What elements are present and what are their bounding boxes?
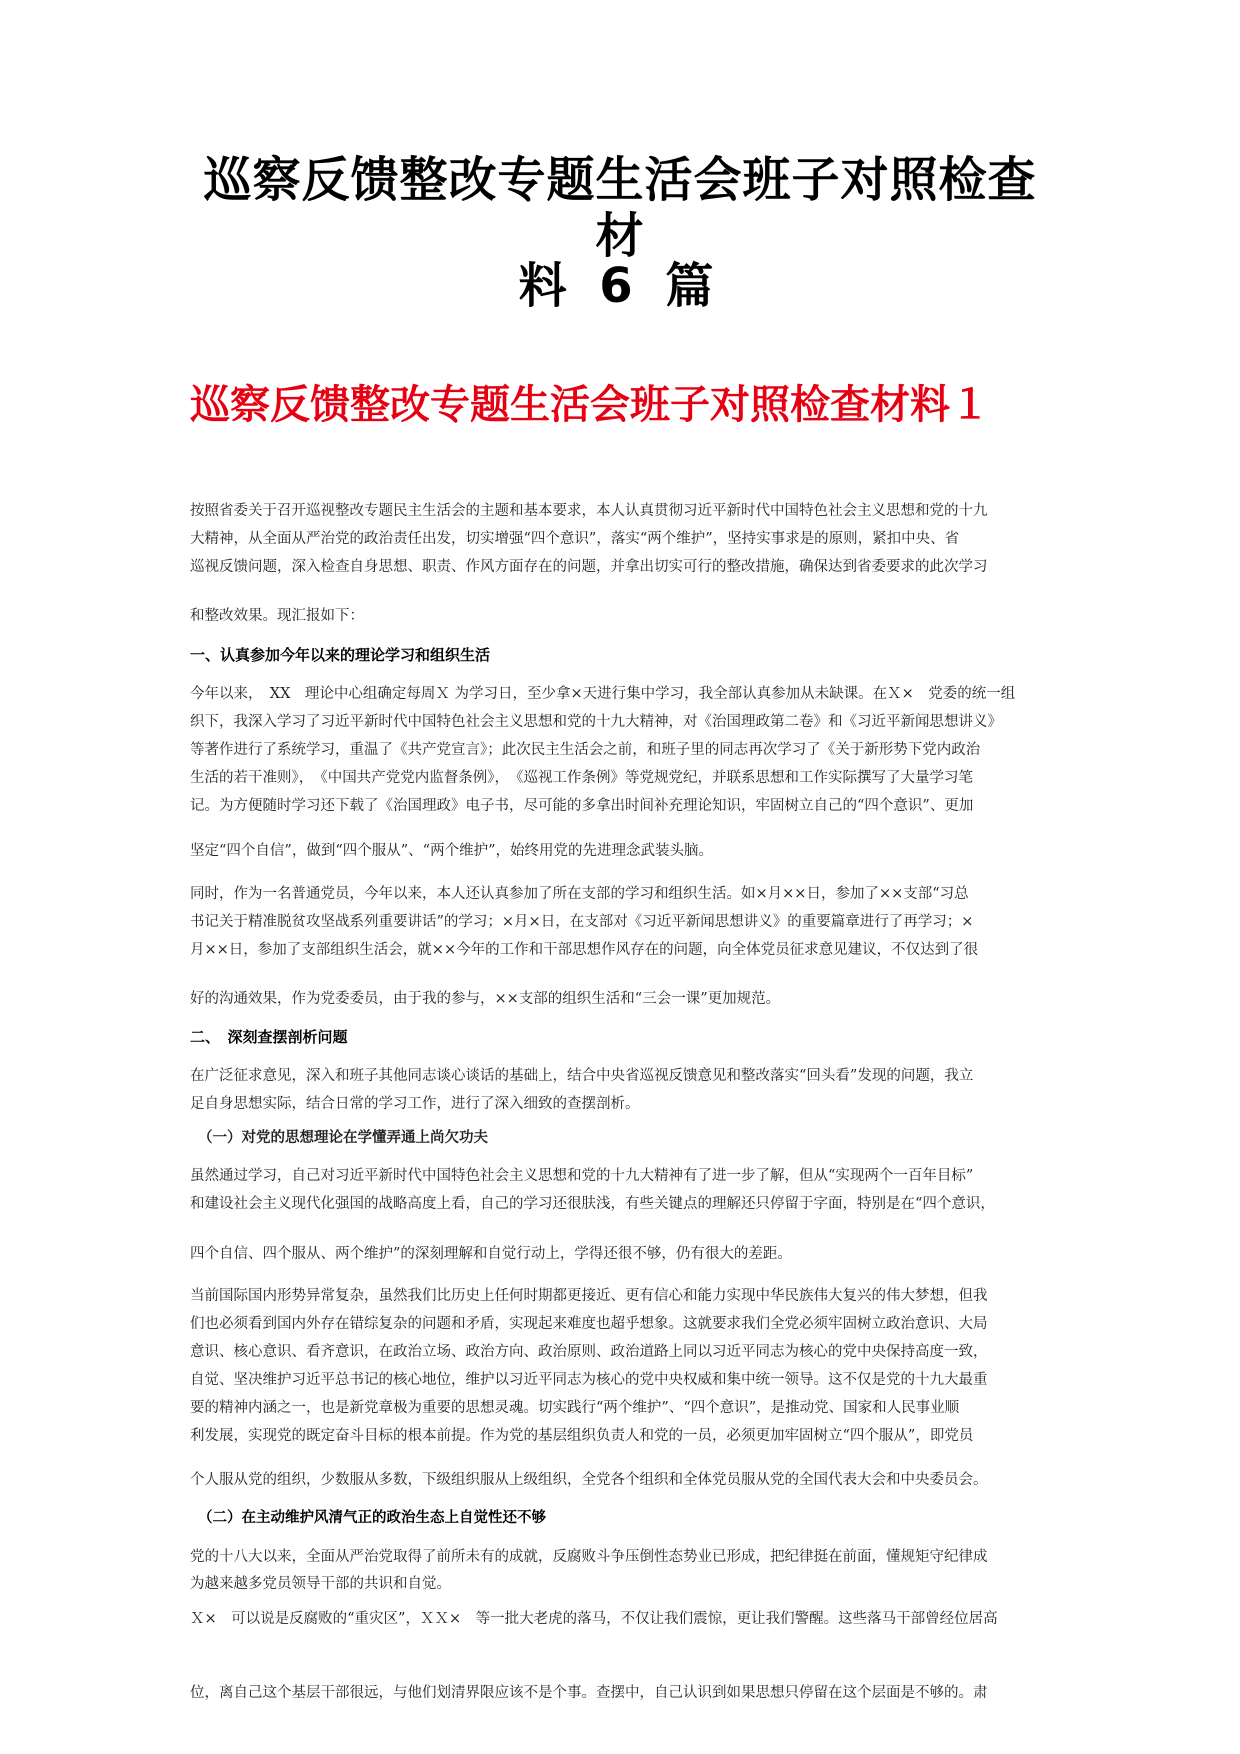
subsection-1-paragraph-1 (190, 1162, 1050, 1218)
intro-paragraph (190, 497, 1050, 581)
section-2-paragraph-1 (190, 1062, 1050, 1118)
subsection-2-paragraph-1 (190, 1544, 1050, 1598)
paragraph-line: 位，离自己这个基层干部很远，与他们划清界限应该不是个事。查摆中，自己认识到如果思想只停留在这个层面是不够的。肃 (190, 1685, 988, 1701)
subsection-2-paragraph-2 (190, 1605, 1050, 1633)
main-title-line-1: 巡察反馈整改专题生活会班子对照检查材 (203, 152, 1037, 264)
main-title-line-2: 料 6 篇 (518, 258, 722, 314)
subsection-1-paragraph-2-tail (190, 1466, 1050, 1494)
paragraph-line: 四个自信、四个服从、两个维护”的深刻理解和自觉行动上，学得还很不够，仍有很大的差距。 (190, 1246, 792, 1262)
subsection-2-paragraph-2-tail (190, 1679, 1050, 1707)
paragraph-line: 在广泛征求意见，深入和班子其他同志谈心谈话的基础上，结合中央省巡视反馈意见和整改落实“回头看”发现的问题，我立 (190, 1068, 974, 1084)
section-1-heading: 一、认真参加今年以来的理论学习和组织生活 (190, 646, 491, 664)
paragraph-line: 党的十八大以来，全面从严治党取得了前所未有的成就，反腐败斗争压倒性态势业已形成，把纪律挺在前面，懂规矩守纪律成 (190, 1549, 988, 1565)
subsection-1-heading: （一）对党的思想理论在学懂弄通上尚欠功夫 (198, 1129, 488, 1146)
subsection-1-paragraph-1-tail (190, 1240, 1050, 1268)
section-title-red: 巡察反馈整改专题生活会班子对照检查材料１ (190, 381, 990, 428)
subsection-1-paragraph-2 (190, 1282, 1050, 1450)
paragraph-line: 和整改效果。现汇报如下： (190, 608, 364, 624)
paragraph-line: 为越来越多党员领导干部的共识和自觉。 (190, 1576, 451, 1592)
section-1-paragraph-2 (190, 880, 1050, 964)
section-1-paragraph-2-tail (190, 985, 1050, 1013)
paragraph-line: 们也必须看到国内外存在错综复杂的问题和矛盾，实现起来难度也超乎想象。这就要求我们全党必须牢固树立政治意识、大局 (190, 1316, 988, 1332)
paragraph-line: 月××日，参加了支部组织生活会，就××今年的工作和干部思想作风存在的问题，向全体党员征求意见建议，不仅达到了很 (190, 942, 979, 958)
paragraph-line: 织下，我深入学习了习近平新时代中国特色社会主义思想和党的十九大精神，对《治国理政第二卷》和《习近平新闻思想讲义》 (190, 714, 1002, 730)
paragraph-line: 虽然通过学习，自己对习近平新时代中国特色社会主义思想和党的十九大精神有了进一步了解，但从“实现两个一百年目标” (190, 1168, 974, 1184)
paragraph-line: 和建设社会主义现代化强国的战略高度上看，自己的学习还很肤浅，有些关键点的理解还只停留于字面，特别是在“四个意识， (190, 1196, 995, 1212)
intro-paragraph-tail (190, 602, 1050, 630)
paragraph-line: 坚定“四个自信”，做到“四个服从”、“两个维护”，始终用党的先进理念武装头脑。 (190, 843, 713, 859)
paragraph-line: 足自身思想实际，结合日常的学习工作，进行了深入细致的查摆剖析。 (190, 1096, 640, 1112)
section-2-heading: 二、 深刻查摆剖析问题 (190, 1028, 348, 1046)
paragraph-line: 按照省委关于召开巡视整改专题民主生活会的主题和基本要求，本人认真贯彻习近平新时代中国特色社会主义思想和党的十九 (190, 503, 988, 519)
paragraph-line: 书记关于精准脱贫攻坚战系列重要讲话”的学习；×月×日，在支部对《习近平新闻思想讲义》的重要篇章进行了再学习；× (190, 914, 974, 930)
paragraph-line: 当前国际国内形势异常复杂，虽然我们比历史上任何时期都更接近、更有信心和能力实现中华民族伟大复兴的伟大梦想，但我 (190, 1288, 988, 1304)
paragraph-line: 巡视反馈问题，深入检查自身思想、职责、作风方面存在的问题，并拿出切实可行的整改措施，确保达到省委要求的此次学习 (190, 559, 988, 575)
paragraph-line: 等著作进行了系统学习，重温了《共产党宣言》；此次民主生活会之前，和班子里的同志再次学习了《关于新形势下党内政治 (190, 742, 981, 758)
paragraph-line: 好的沟通效果，作为党委委员，由于我的参与，××支部的组织生活和“三会一课”更加规范。 (190, 991, 781, 1007)
paragraph-line: 要的精神内涵之一，也是新党章极为重要的思想灵魂。切实践行“两个维护”、“四个意识”，是推动党、国家和人民事业顺 (190, 1400, 960, 1416)
paragraph-line: 大精神，从全面从严治党的政治责任出发，切实增强“四个意识”，落实“两个维护”，坚持实事求是的原则，紧扣中央、省 (190, 531, 960, 547)
paragraph-line: 自觉、坚决维护习近平总书记的核心地位，维护以习近平同志为核心的党中央权威和集中统一领导。这不仅是党的十九大最重 (190, 1372, 988, 1388)
paragraph-line: 利发展，实现党的既定奋斗目标的根本前提。作为党的基层组织负责人和党的一员，必须更加牢固树立“四个服从”，即党员 (190, 1428, 974, 1444)
paragraph-line: Ｘ× 可以说是反腐败的“重灾区”，ＸＸ× 等一批大老虎的落马，不仅让我们震惊，更让我们警醒。这些落马干部曾经位居高 (190, 1611, 998, 1627)
paragraph-line: 意识、核心意识、看齐意识，在政治立场、政治方向、政治原则、政治道路上同以习近平同志为核心的党中央保持高度一致， (190, 1344, 988, 1360)
subsection-2-heading: （二）在主动维护风清气正的政治生态上自觉性还不够 (198, 1510, 546, 1526)
paragraph-line: 今年以来， XX 理论中心组确定每周Ｘ 为学习日，至少拿×天进行集中学习，我全部认真参加从未缺课。在Ｘ× 党委的统一组 (190, 686, 1016, 702)
paragraph-line: 同时，作为一名普通党员，今年以来，本人还认真参加了所在支部的学习和组织生活。如×月××日，参加了××支部“习总 (190, 886, 969, 902)
paragraph-line: 记。为方便随时学习还下载了《治国理政》电子书，尽可能的多拿出时间补充理论知识，牢固树立自己的“四个意识”、更加 (190, 798, 974, 814)
section-1-paragraph-1 (190, 680, 1050, 820)
paragraph-line: 生活的若干准则》， 《中国共产党党内监督条例》， 《巡视工作条例》等党规党纪，并联系思想和工作实际撰写了大量学习笔 (190, 770, 973, 786)
paragraph-line: 个人服从党的组织，少数服从多数，下级组织服从上级组织，全党各个组织和全体党员服从党的全国代表大会和中央委员会。 (190, 1472, 988, 1488)
section-1-paragraph-1-tail (190, 837, 1050, 865)
